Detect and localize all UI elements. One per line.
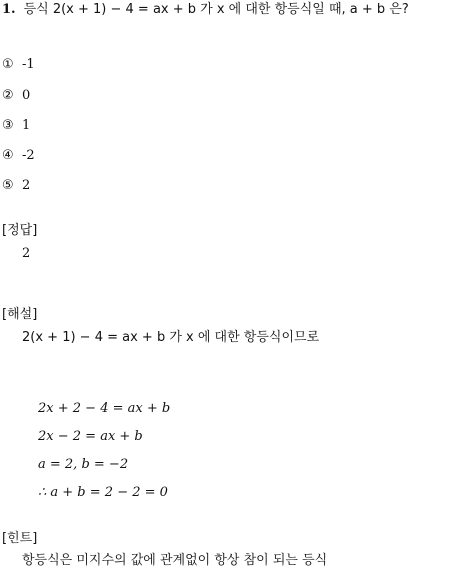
explanation-intro: 2(x + 1) − 4 = ax + b 가 x 에 대한 항등식이므로: [22, 330, 320, 345]
choice-marker: ①: [2, 57, 14, 72]
answer-label: [정답]: [2, 223, 38, 238]
explanation-step-1: 2x + 2 − 4 = ax + b: [38, 401, 171, 416]
explanation-step-3: a = 2, b = −2: [38, 457, 129, 472]
question-number: 1.: [2, 2, 16, 17]
explanation-step-2: 2x − 2 = ax + b: [38, 429, 143, 444]
choice-5[interactable]: [2, 178, 30, 194]
hint-text: 항등식은 미지수의 값에 관계없이 항상 참이 되는 등식: [22, 553, 328, 568]
choice-value: 1: [22, 118, 31, 133]
choice-2[interactable]: [2, 88, 30, 104]
choice-marker: ②: [2, 88, 14, 103]
explanation-label: [해설]: [2, 307, 38, 322]
hint-label: [힌트]: [2, 531, 38, 546]
answer-value: 2: [22, 246, 31, 261]
choice-3[interactable]: [2, 118, 30, 134]
choice-value: 2: [22, 178, 31, 193]
question-text: 등식 2(x + 1) − 4 = ax + b 가 x 에 대한 항등식일 때, a + b 은?: [23, 2, 409, 17]
choice-value: 0: [22, 88, 31, 103]
choice-marker: ⑤: [2, 178, 14, 193]
explanation-step-4: ∴ a + b = 2 − 2 = 0: [38, 485, 168, 500]
choice-4[interactable]: [2, 148, 35, 164]
choice-value: -2: [22, 148, 35, 163]
question-line: [2, 2, 409, 18]
choice-marker: ③: [2, 118, 14, 133]
choice-value: -1: [22, 57, 35, 72]
choice-marker: ④: [2, 148, 14, 163]
choice-1[interactable]: [2, 57, 35, 73]
